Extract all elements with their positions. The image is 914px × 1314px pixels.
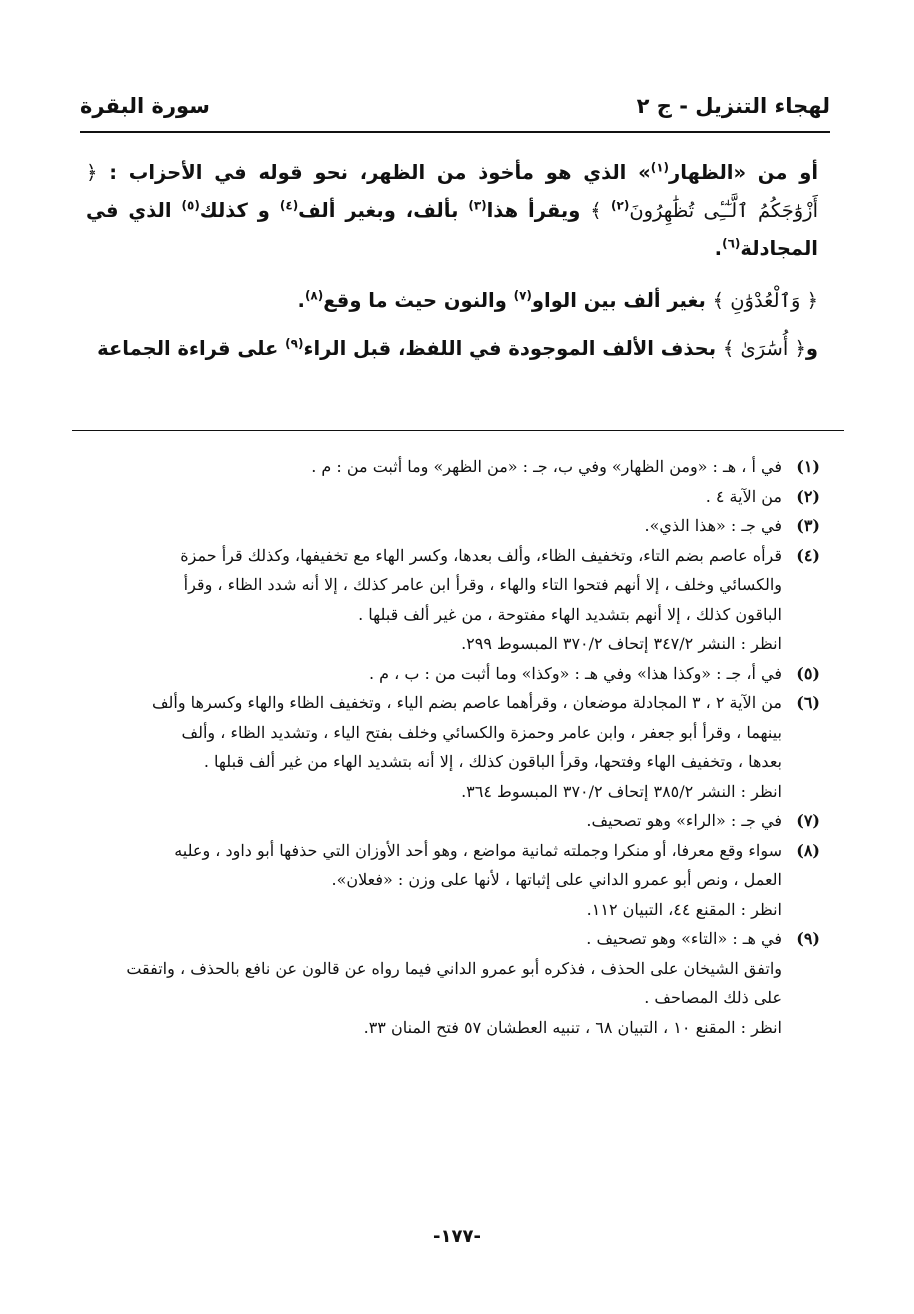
footnote xyxy=(86,482,820,512)
paragraph-1 xyxy=(86,154,818,268)
footnote-ref: (٢) xyxy=(611,198,630,213)
footnote-line: في جـ : «هذا الذي». xyxy=(644,516,782,535)
paragraph-2 xyxy=(86,282,818,320)
footnote-ref: (٦) xyxy=(722,236,741,251)
footnotes xyxy=(86,452,820,1042)
footnote-line: في هـ : «التاء» وهو تصحيف . xyxy=(586,929,782,948)
footnote xyxy=(86,452,820,482)
footnote-number: (٥) xyxy=(796,663,820,683)
text-run: على قراءة الجماعة xyxy=(97,337,286,360)
footnote-ref: (٤) xyxy=(279,198,299,213)
footnote-line: من الآية ٢ ، ٣ المجادلة موضعان ، وقرأهما عاصم بضم الياء ، وتخفيف الظاء والهاء وكسرها وألف xyxy=(151,693,782,712)
footnote-line: انظر : المقنع ١٠ ، التبيان ٦٨ ، تنبيه العطشان ٥٧ فتح المنان ٣٣. xyxy=(363,1017,782,1037)
footnote-line: واتفق الشيخان على الحذف ، فذكره أبو عمرو الداني فيما رواه عن قالون عن نافع بالحذف ، واتفقت xyxy=(126,958,782,978)
surah-title: سورة البقرة xyxy=(80,94,210,118)
text-run: أو من «الظهار xyxy=(669,161,818,184)
footnote-ref: (٧) xyxy=(513,288,532,303)
footnote-number: (٩) xyxy=(796,929,820,948)
footnote xyxy=(86,541,820,659)
footnote-line: انظر : النشر ٣٨٥/٢ إتحاف ٣٧٠/٢ المبسوط ٣٦٤. xyxy=(461,781,782,801)
quran-verse: ﴿ وَٱلْعُدْوَٰنِ ﴾ xyxy=(712,289,818,312)
quran-verse: ﴿ أَزْوَٰجَكُمُ ٱلَّـٰٓـِٔى تُظَٰهِرُونَ xyxy=(86,161,818,222)
footnote xyxy=(86,688,820,806)
footnote xyxy=(86,659,820,689)
footnote-line: انظر : النشر ٣٤٧/٢ إتحاف ٣٧٠/٢ المبسوط ٢٩٩. xyxy=(461,634,782,653)
text-run: و xyxy=(805,337,818,360)
footnote-ref: (١) xyxy=(650,160,670,175)
text-run: . xyxy=(714,237,723,260)
footnote-ref: (٩) xyxy=(285,336,304,351)
footnote-number: (٤) xyxy=(796,545,820,565)
footnote-line: في أ ، هـ : «ومن الظهار» وفي ب، جـ : «من الظهر» وما أثبت من : م . xyxy=(311,457,782,476)
footnote-ref: (٥) xyxy=(181,198,200,213)
text-run: ويقرأ هذا xyxy=(486,199,591,222)
footnote-line: بعدها ، وتخفيف الهاء وفتحها، وقرأ الباقون كذلك ، إلا أنه بتشديد الهاء من غير ألف قبلها . xyxy=(203,752,782,771)
page-number: -١٧٧- xyxy=(433,1226,481,1247)
footnote-line: على ذلك المصاحف . xyxy=(644,988,782,1007)
text-run: بغير ألف بين الواو xyxy=(531,289,713,312)
main-text xyxy=(86,154,818,382)
footnote xyxy=(86,836,820,925)
text-run: » الذي هو مأخوذ من الظهر، نحو قوله في الأحزاب : xyxy=(109,161,651,184)
text-run: و كذلك xyxy=(199,199,280,222)
footnote xyxy=(86,924,820,954)
book-title: لهجاء التنزيل - ج ٢ xyxy=(636,94,830,118)
footnote-line: العمل ، ونص أبو عمرو الداني على إثباتها ، لأنها على وزن : «فعلان». xyxy=(331,870,782,889)
text-run: . xyxy=(297,289,305,312)
footnote-line: في جـ : «الراء» وهو تصحيف. xyxy=(586,811,782,830)
footnote-number: (٦) xyxy=(796,693,820,712)
footnote-line: سواء وقع معرفا، أو منكرا وجملته ثمانية مواضع ، وهو أحد الأوزان التي حذفها أبو داود ، وعليه xyxy=(174,840,782,860)
footnote-ref: (٣) xyxy=(468,198,487,213)
footnote-line: قرأه عاصم بضم التاء، وتخفيف الظاء، وألف بعدها، وكسر الهاء مع تخفيفها، وكذلك قرأ حمزة xyxy=(180,545,782,565)
paragraph-3 xyxy=(86,330,818,368)
footnote-continuation xyxy=(86,954,820,1043)
quran-bracket: ﴾ xyxy=(590,199,612,222)
footnote xyxy=(86,511,820,541)
footnote-line: انظر : المقنع ٤٤، التبيان ١١٢. xyxy=(586,899,782,919)
footnote-number: (٣) xyxy=(796,516,820,535)
text-run: بألف، وبغير ألف xyxy=(298,199,469,222)
text-run: والنون حيث ما وقع xyxy=(323,289,514,312)
footnote-line: بينهما ، وقرأ أبو جعفر ، وابن عامر وحمزة والكسائي وخلف بفتح الياء ، وتشديد الظاء ، وألف xyxy=(181,722,782,742)
header-rule xyxy=(80,131,830,133)
footnote-line: في أ، جـ : «وكذا هذا» وفي هـ : «وكذا» وما أثبت من : ب ، م . xyxy=(368,663,782,683)
footnote-line: والكسائي وخلف ، إلا أنهم فتحوا التاء والهاء ، وقرأ ابن عامر كذلك ، إلا أنه شدد الظاء ، وقرأ xyxy=(183,575,782,594)
footnote-ref: (٨) xyxy=(304,288,324,303)
footnote xyxy=(86,806,820,836)
text-run: بحذف الألف الموجودة في اللفظ، قبل الراء xyxy=(303,337,723,360)
footnote-line: الباقون كذلك ، إلا أنهم بتشديد الهاء مفتوحة ، من غير ألف قبلها . xyxy=(358,604,782,624)
footnote-number: (١) xyxy=(796,457,820,476)
footnote-line: من الآية ٤ . xyxy=(705,486,782,506)
running-header xyxy=(80,86,830,126)
footnote-number: (٧) xyxy=(796,811,820,830)
footnote-number: (٨) xyxy=(796,840,820,860)
text-run: الذي في المجادلة xyxy=(86,199,818,260)
footnote-separator xyxy=(72,430,844,431)
footnote-number: (٢) xyxy=(796,486,820,506)
quran-verse: ﴿ أُسَٰرَىٰ ﴾ xyxy=(722,337,806,360)
